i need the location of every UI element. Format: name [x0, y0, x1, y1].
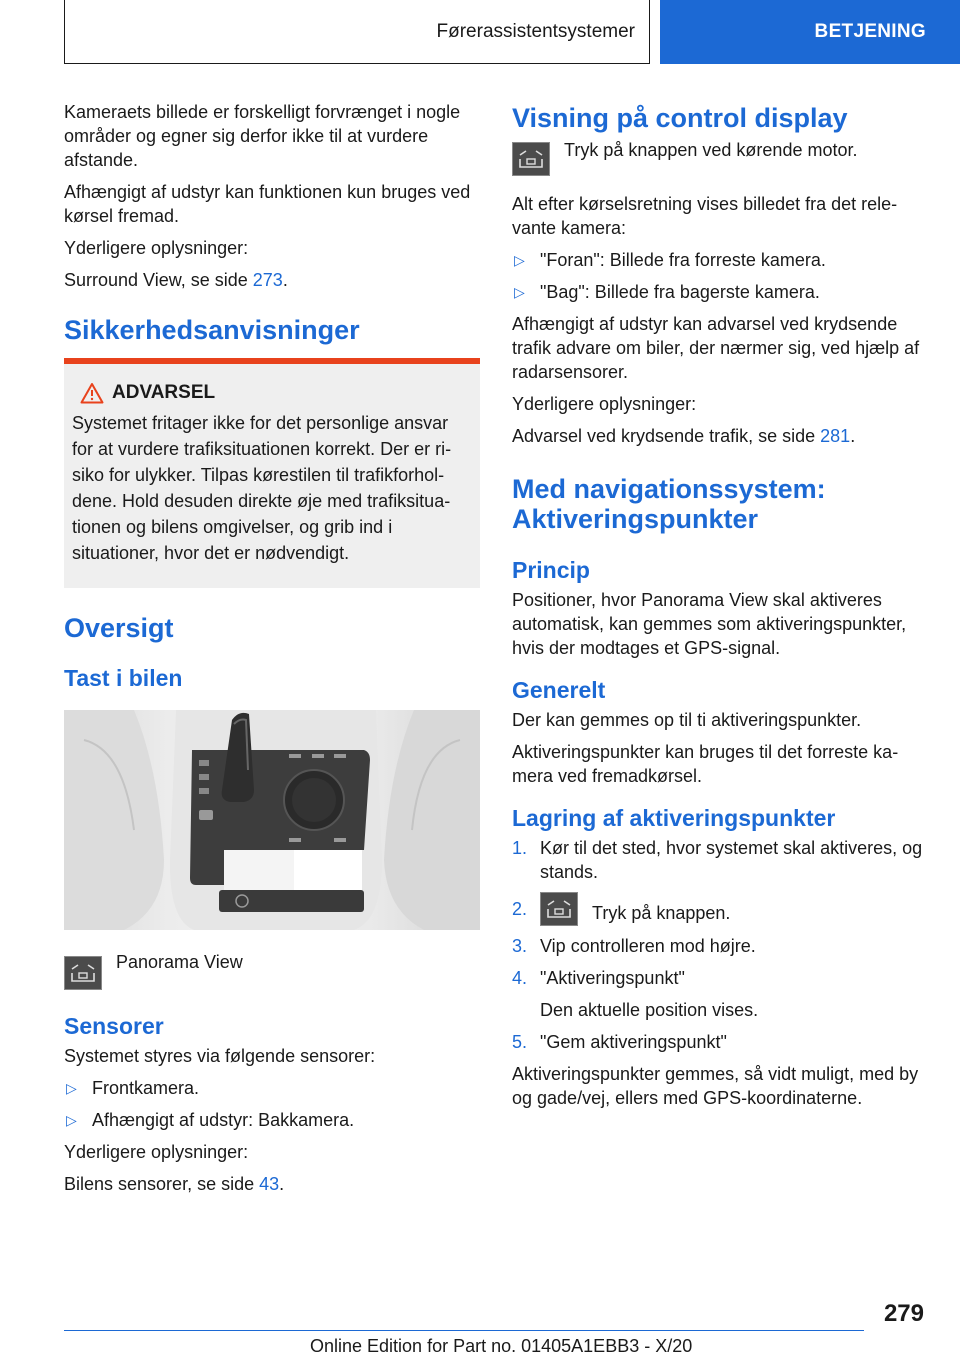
page-number: 279: [883, 1300, 924, 1327]
more-info-label: Yderligere oplysninger:: [64, 238, 249, 258]
panorama-camera-icon: [512, 142, 550, 176]
chapter-tab: [660, 0, 960, 64]
step-item: 5. "Gem aktiveringspunkt": [512, 1032, 727, 1052]
general-text-1: Der kan gemmes op til ti aktiveringspunkter.: [512, 710, 862, 730]
more-info-label: Yderligere oplysninger:: [512, 394, 697, 414]
warning-text: Systemet fritager ikke for det personlige ansvar for at vurdere trafiksituationen korrekt. Der er risiko for ulykker. Tilpas kørestilen til trafikforholdene. Hold desuden direkte øje med trafiksituationen og bilens omgivelser, og grib ind i situationer, hvor det er nødvendigt.: [72, 413, 452, 563]
bullet-triangle-icon: ▷: [514, 284, 525, 300]
reference-sensors: Bilens sensorer, se side 43.: [64, 1174, 285, 1194]
heading-sensors: Sensorer: [64, 1013, 164, 1039]
bullet-triangle-icon: ▷: [66, 1112, 77, 1128]
panorama-view-button-row: [64, 950, 480, 990]
heading-safety: Sikkerhedsanvisninger: [64, 315, 360, 345]
warning-title: [72, 382, 472, 404]
heading-control-display: Visning på control display: [512, 103, 848, 133]
final-text: Aktiveringspunkter gemmes, så vidt muligt, med by og gade/vej, ellers med GPS-koordinaterne.: [512, 1064, 919, 1108]
section-title: Førerassistentsystemer: [436, 20, 635, 42]
page-link-281[interactable]: 281: [820, 426, 851, 446]
direction-text: Alt efter kørselsretning vises billedet fra det relevante kamera:: [512, 194, 898, 238]
section-header: [64, 0, 650, 64]
press-button-text: Tryk på knappen ved kørende motor.: [564, 140, 858, 160]
press-button-row: [512, 138, 924, 176]
sensors-intro: Systemet styres via følgende sensorer:: [64, 1046, 376, 1066]
heading-general: Generelt: [512, 677, 606, 703]
footer-edition: Online Edition for Part no. 01405A1EBB3 - X/20: [310, 1336, 693, 1356]
bullet-triangle-icon: ▷: [514, 252, 525, 268]
cross-traffic-text: Afhængigt af udstyr kan advarsel ved krydsende trafik advare om biler, der nærmer sig, ved hjælp af radarsensorer.: [512, 314, 920, 382]
warning-title-text: ADVARSEL: [112, 382, 216, 403]
paragraph-forward-only: Afhængigt af udstyr kan funktionen kun bruges ved kørsel fremad.: [64, 182, 471, 226]
list-item: ▷ Frontkamera.: [66, 1078, 200, 1098]
panorama-camera-icon: [540, 892, 578, 926]
panorama-camera-icon: [64, 956, 102, 990]
step-item: 3. Vip controlleren mod højre.: [512, 936, 756, 956]
chapter-title: BETJENING: [814, 21, 926, 42]
list-item: ▷ "Foran": Billede fra forreste kamera.: [514, 250, 826, 270]
step-item: 4. "Aktiveringspunkt": [512, 968, 685, 988]
paragraph-distortion: Kameraets billede er forskelligt forvrænget i nogle områder og egner sig derfor ikke til at vurdere afstande.: [64, 102, 461, 170]
warning-triangle-icon: [72, 382, 112, 404]
reference-surround-view: Surround View, se side 273.: [64, 270, 288, 290]
general-text-2: Aktiveringspunkter kan bruges til det forreste kamera ved fremadkørsel.: [512, 742, 899, 786]
panorama-view-label: Panorama View: [116, 952, 243, 972]
center-console-photo: [64, 710, 480, 930]
footer-divider: [64, 1330, 864, 1331]
heading-navigation: Med navigationssystem: Aktiveringspunkter: [512, 474, 826, 534]
heading-overview: Oversigt: [64, 613, 174, 643]
list-item: ▷ "Bag": Billede fra bagerste kamera.: [514, 282, 820, 302]
page-link-43[interactable]: 43: [259, 1174, 280, 1194]
heading-principle: Princip: [512, 557, 590, 583]
heading-saving: Lagring af aktiveringspunkter: [512, 805, 836, 831]
step-4-subtext: Den aktuelle position vises.: [540, 1000, 759, 1020]
heading-button-in-car: Tast i bilen: [64, 665, 183, 691]
principle-text: Positioner, hvor Panorama View skal aktiveres automatisk, kan gemmes som aktiveringspunkter, hvis der modtages et GPS-signal.: [512, 590, 907, 658]
step-item: 2. Tryk på knappen.: [512, 892, 924, 926]
bullet-triangle-icon: ▷: [66, 1080, 77, 1096]
more-info-label: Yderligere oplysninger:: [64, 1142, 249, 1162]
step-item: 1. Kør til det sted, hvor systemet skal aktiveres, og stands.: [512, 838, 923, 882]
reference-cross-traffic: Advarsel ved krydsende trafik, se side 281.: [512, 426, 856, 446]
right-column: [512, 100, 924, 1118]
page-link-273[interactable]: 273: [252, 270, 283, 290]
left-column: [64, 100, 480, 1204]
warning-box: [64, 364, 480, 588]
list-item: ▷ Afhængigt af udstyr: Bakkamera.: [66, 1110, 355, 1130]
